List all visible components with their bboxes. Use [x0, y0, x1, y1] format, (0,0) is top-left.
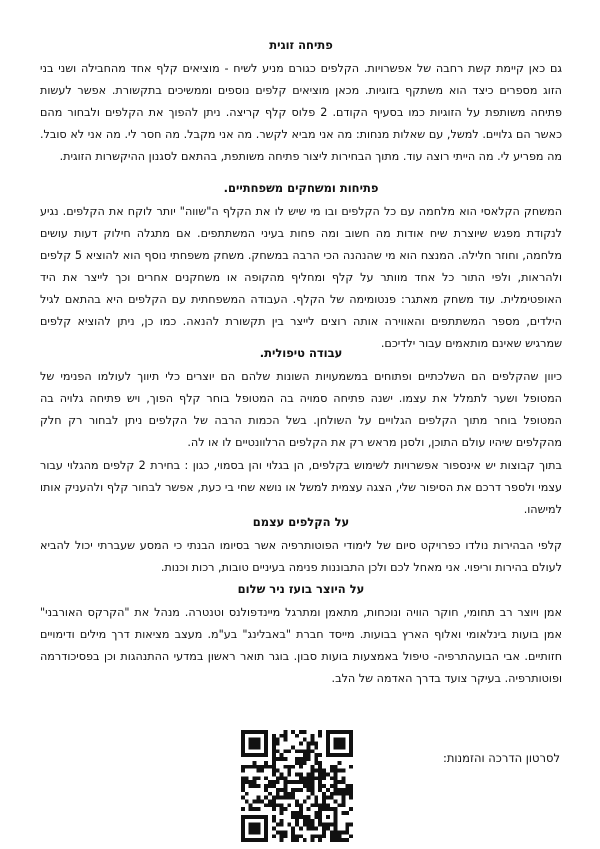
section-about-cards [40, 515, 562, 579]
section-heading: עבודה טיפולית. [259, 346, 343, 360]
section-paragraph: כיוון שהקלפים הם השלכתיים ופתוחים במשמעויות השונות שלהם הם יוצרים כלי תיווך לעולמו הפנימי של המטופל ושער לתמלל את עצמו. ישנה פתיחה סמויה בה המטופל בוחר קלף הפוך, ויש פתיחה גלויה בה המטופל בוחר מתוך הקלפים הגלויים על השולחן. בשל הכמות הרבה של הקלפים ניתן לבחור רק חלק מהקלפים שיהיו עולם התוכן, ולסנן מראש רק את הקלפים הרלוונטיים לו או לה. [40, 370, 562, 449]
section-paragraph: אמן ויוצר רב תחומי, חוקר הוויה ונוכחות, מתאמן ומתרגל מיינדפולנס וטנטרה. מנהל את "הקרקס האורבני" אמן בועות בינלאומי ואלוף הארץ בבועות. מייסד חברת "באבלינג" בע"מ. מעצב מציאות דרך מילים ודימויים חזותיים. אבי הבועהתרפיה- טיפול באמצעות בועות סבון. בוגר תואר ראשון במדעי ההתנהגות וכן בפסיכודרמה ופוטותרפיה. בעיקר צועד בדרך האדמה של הלב. [40, 606, 562, 685]
section-heading: על היוצר בועז ניר שלום [237, 582, 365, 596]
qr-code-icon[interactable] [241, 730, 353, 842]
section-heading: על הקלפים עצמם [252, 515, 350, 529]
section-about-creator [40, 582, 562, 690]
section-therapeutic-work [40, 346, 562, 521]
section-paragraph: קלפי הבהירות נולדו כפרויקט סיום של לימודי הפוטותרפיה אשר בסיומו הבנתי כי המסע שעברתי יכול להביא לעולם בהירות וריפוי. אני מאחל לכם ולכן התבוננות פנימה בעיניים טובות, רכות וכנות. [40, 539, 562, 574]
section-family-games [40, 181, 562, 355]
section-heading: פתיחות ומשחקים משפחתיים. [223, 181, 379, 195]
qr-caption: לסרטון הדרכה והזמנות: [442, 751, 560, 765]
section-paragraph: בתוך קבוצות יש אינספור אפשרויות לשימוש בקלפים, הן בגלוי והן בסמוי, כגון : בחירת 2 קלפים מהגלוי עבור עצמי ולספר דרכם את הסיפור שלי, הצגה עצמית למשל או נושא שחי בי כעת, אפשר לבחור קלף ולהעניק אותו למישהו. [40, 459, 563, 516]
section-paragraph: המשחק הקלאסי הוא מלחמה עם כל הקלפים ובו מי שיש לו את הקלף ה"שווה" יותר לוקח את הקלפים. נגיע לנקודת מפגש שיוצרת שיח אודות מה חשוב ומה פחות בעיני המשתתפים. אם מתגלה חילוק דעות עושים מלחמה, וחוזר חלילה. המנצח הוא מי שהנהנה הכי הרבה במשחק. משחק משפחתי נוסף הוא להוציא 5 קלפים ולהראות, ולפי התור כל אחד מוותר על קלף ומחליף מהקופה או משחקנים אחרים וכך לייצר את היד האופטימלית. עוד משחק מאתגר: פנטומימה של הקלף. העבודה המשפחתית עם הקלפים היא בהתאם לגיל הילדים, מספר המשתתפים והאווירה אותה רוצים לייצר בין תקשורת להנאה. כמו כן, ניתן להוציא קלפים שמרגיש שאינם מותאמים עבור ילדיכם. [40, 205, 562, 350]
section-heading: פתיחה זוגית [269, 38, 333, 52]
section-couples-opening [40, 38, 562, 168]
section-paragraph: גם כאן קיימת קשת רחבה של אפשרויות. הקלפים כגורם מניע לשיח - מוציאים קלף אחד מהחבילה ושני בני הזוג מספרים כיצד הוא משתקף בזוגיות. מכאן מוציאים קלפים נוספים וממשיכים בתקשורת. אפשר לעשות פתיחה משותפת על הזוגיות כמו בסעיף הקודם. 2 פלוס קלף קריצה. ניתן להפוך את הקלפים ולבחור מהם כאשר הם גלויים. למשל, עם שאלות מנחות: מה אני מביא לקשר. מה אני מקבל. מה חסר לי. מה אני לא סובל. מה מפריע לי. מה הייתי רוצה עוד. מתוך הבחירות ליצור פתיחה משותפת, בהתאם לסגנון ההיקשרות הזוגית. [40, 62, 563, 163]
